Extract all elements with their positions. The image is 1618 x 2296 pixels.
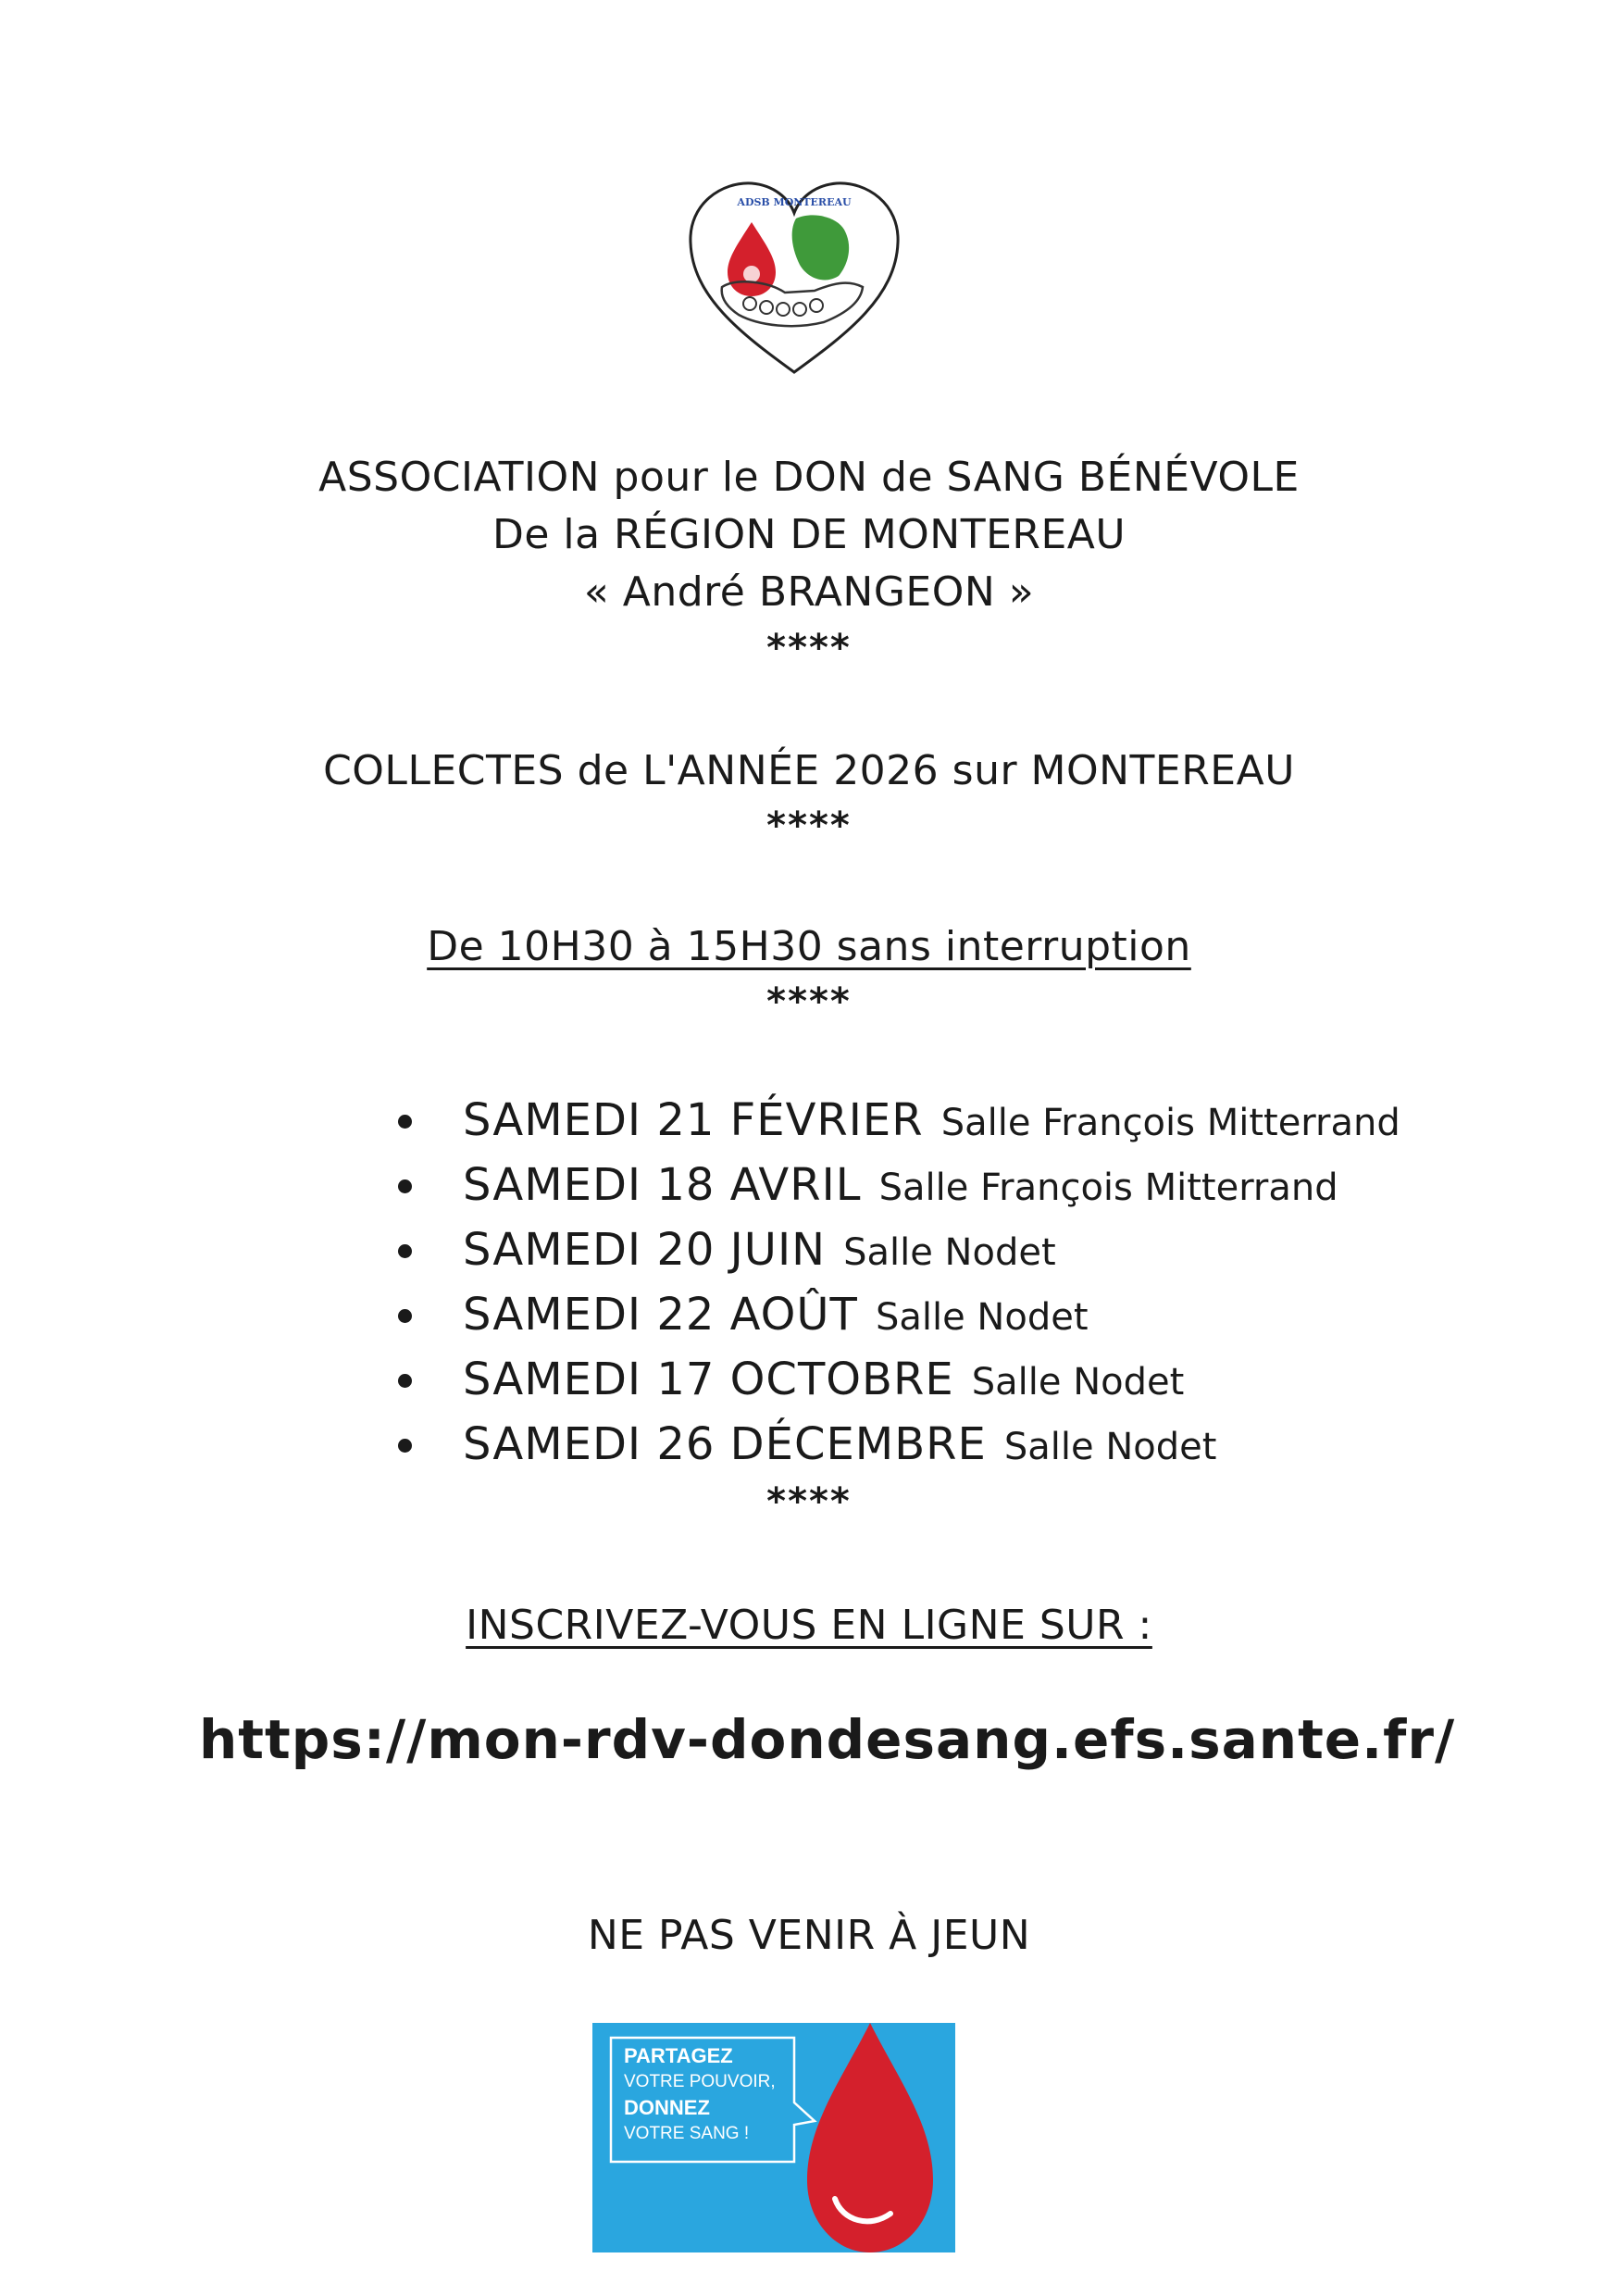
event-location: Salle Nodet [1003, 1426, 1217, 1468]
event-date: SAMEDI 26 DÉCEMBRE [463, 1418, 987, 1470]
badge-line-4: VOTRE SANG ! [624, 2124, 750, 2143]
event-date: SAMEDI 22 AOÛT [463, 1289, 858, 1341]
list-item [398, 1412, 1400, 1477]
bullet-icon [398, 1244, 412, 1258]
event-date: SAMEDI 18 AVRIL [463, 1159, 862, 1211]
collectes-title: COLLECTES de L'ANNÉE 2026 sur MONTEREAU [323, 747, 1295, 794]
campaign-badge [592, 2023, 955, 2252]
bullet-icon [398, 1179, 412, 1193]
association-logo [685, 176, 903, 381]
honoree-name: « André BRANGEON » [583, 568, 1035, 616]
register-label: INSCRIVEZ-VOUS EN LIGNE SUR : [466, 1602, 1152, 1649]
bullet-icon [398, 1115, 412, 1129]
separator-stars: **** [766, 805, 852, 847]
region-name: De la RÉGION DE MONTEREAU [492, 511, 1126, 558]
list-item [398, 1153, 1400, 1217]
heart-hands-logo-icon [685, 176, 903, 381]
event-date: SAMEDI 20 JUIN [463, 1224, 826, 1276]
bullet-icon [398, 1374, 412, 1388]
event-location: Salle Nodet [843, 1231, 1056, 1274]
separator-stars: **** [766, 1480, 852, 1523]
list-item [398, 1282, 1400, 1347]
list-item [398, 1217, 1400, 1282]
list-item [398, 1347, 1400, 1412]
event-location: Salle Nodet [875, 1296, 1089, 1339]
association-name: ASSOCIATION pour le DON de SANG BÉNÉVOLE [318, 454, 1300, 501]
event-location: Salle François Mitterrand [940, 1102, 1400, 1144]
event-location: Salle François Mitterrand [878, 1167, 1338, 1209]
separator-stars: **** [766, 627, 852, 669]
list-item [398, 1088, 1400, 1153]
event-date: SAMEDI 17 OCTOBRE [463, 1354, 954, 1405]
event-date: SAMEDI 21 FÉVRIER [463, 1094, 924, 1146]
separator-stars: **** [766, 980, 852, 1023]
fasting-notice: NE PAS VENIR À JEUN [587, 1912, 1031, 1959]
bullet-icon [398, 1309, 412, 1323]
hours-text: De 10H30 à 15H30 sans interruption [427, 923, 1191, 970]
badge-line-1: PARTAGEZ [624, 2044, 733, 2067]
bullet-icon [398, 1439, 412, 1453]
badge-line-3: DONNEZ [624, 2096, 710, 2119]
badge-line-2: VOTRE POUVOIR, [624, 2072, 776, 2091]
logo-text: ADSB MONTEREAU [737, 196, 852, 208]
collection-dates-list [398, 1088, 1400, 1477]
registration-link[interactable]: https://mon-rdv-dondesang.efs.sante.fr/ [199, 1708, 1456, 1771]
event-location: Salle Nodet [971, 1361, 1185, 1404]
